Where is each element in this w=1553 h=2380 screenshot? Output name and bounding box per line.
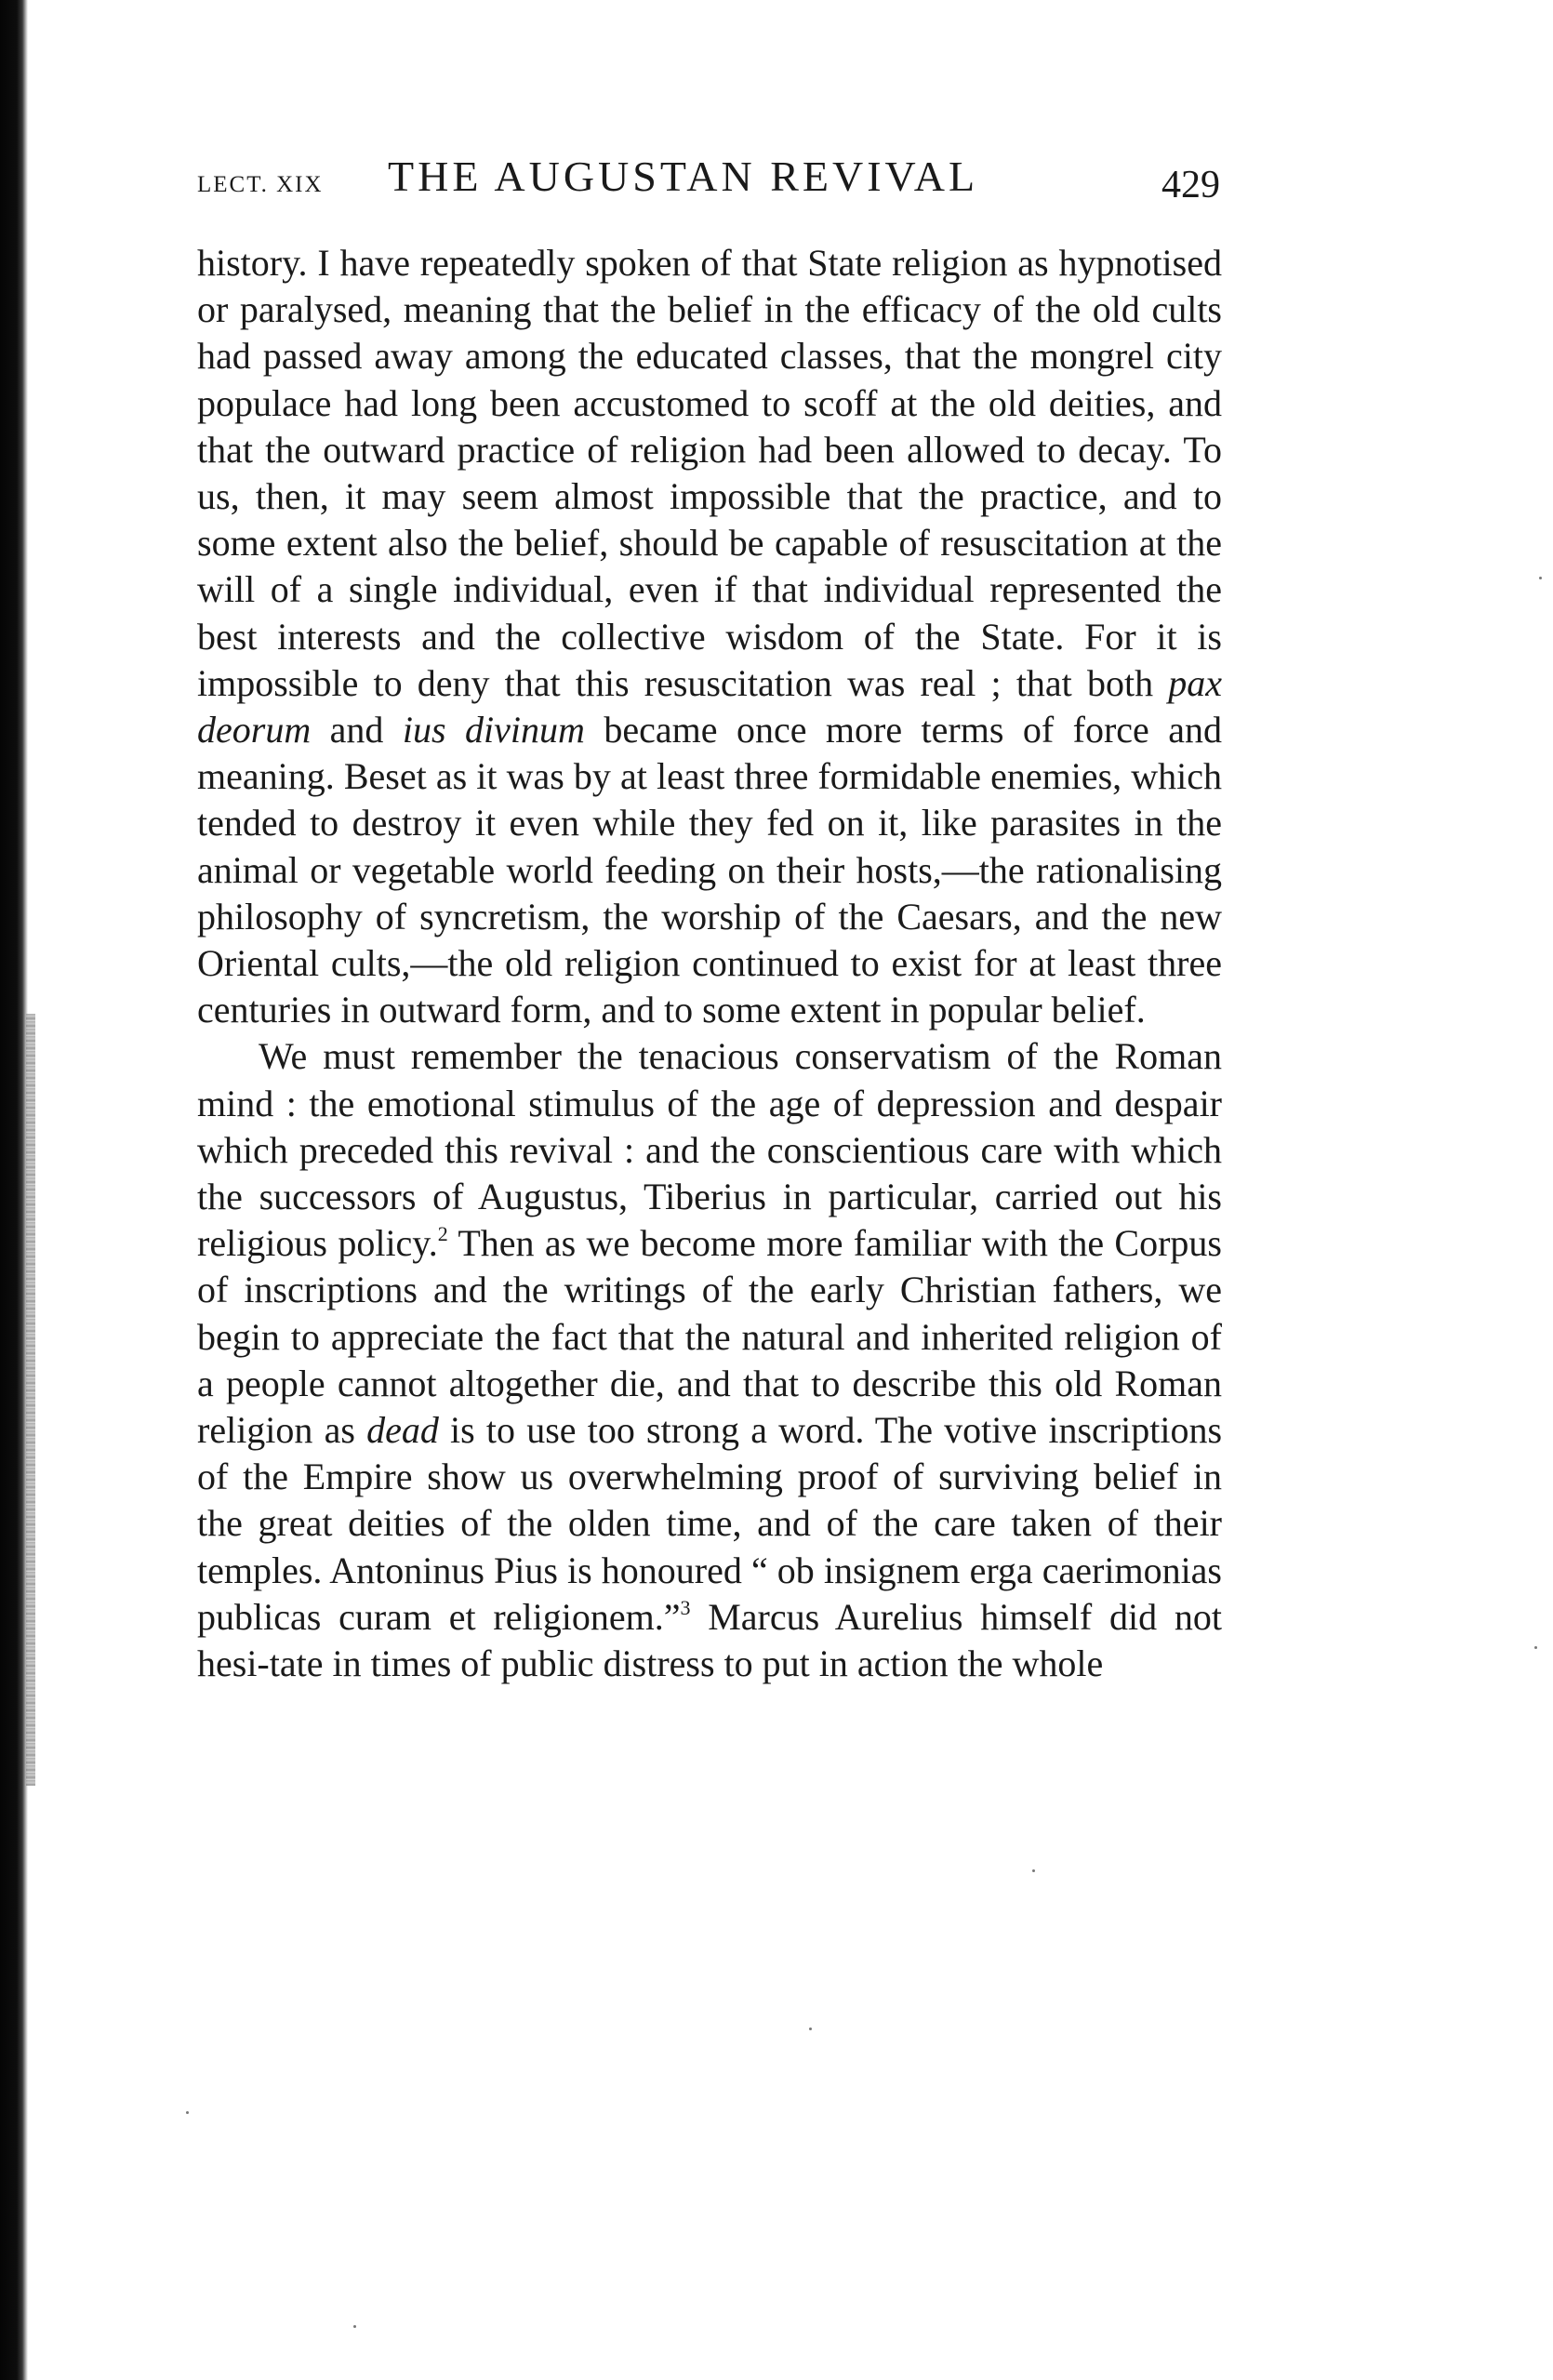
paragraph-1 xyxy=(197,240,1222,1033)
p1-italic-ius-divinum: ius divinum xyxy=(402,709,585,751)
footnote-marker-3: 3 xyxy=(680,1595,691,1619)
running-header xyxy=(197,152,1220,207)
page-number: 429 xyxy=(1161,164,1220,206)
paper-speck xyxy=(186,2111,189,2114)
body-text xyxy=(197,240,1222,1687)
footnote-marker-2: 2 xyxy=(437,1222,448,1246)
paper-speck xyxy=(809,2028,812,2030)
paper-speck xyxy=(1534,1646,1537,1649)
p2-text-c: is to use too strong a word. The votive inscriptions of the Empire show us overwhelming proof of surviving belief in the great deities of the olden time, and of the care taken of their temples. Antoninus Pius is honoured “ ob insignem erga caerimonias publicas curam et religionem.” xyxy=(197,1409,1223,1638)
running-title: THE AUGUSTAN REVIVAL xyxy=(388,153,979,200)
p1-italic-pax-deorum: pax deorum xyxy=(197,661,1222,751)
p1-text-a: history. I have repeatedly spoken of that State religion as hypnotised or paralysed, meaning that the belief in the efficacy of the old cults had passed away among the educated classes, that the mongrel city populace had long been accustomed to scoff at the old deities, and that the outward practice of religion had been allowed to decay. To us, then, it may seem almost impossible that the practice, and to some extent also the belief, should be capable of resuscitation at the will of a single individual, even if that individual represented the best interests and the collective wisdom of the State. For it is impossible to deny that this resuscitation was real ; that both xyxy=(197,242,1222,704)
paper-speck xyxy=(353,2325,356,2328)
p1-text-b: and xyxy=(311,709,403,751)
p2-italic-dead: dead xyxy=(366,1409,439,1452)
p2-text-b: Then as we become more familiar with the Corpus of inscriptions and the writings of the early Christian fathers, we begin to appreciate the fact that the natural and inherited religion of a people cannot altogether die, and that to describe this old Roman religion as xyxy=(197,1222,1222,1452)
binding-shadow xyxy=(26,1014,35,1786)
p2-text-d: Marcus Aurelius himself did not hesi-tate in times of public distress to put in action the whole xyxy=(197,1595,1222,1685)
binding-edge xyxy=(0,0,28,2380)
paper-speck xyxy=(1032,1869,1035,1872)
lecture-label: LECT. XIX xyxy=(197,172,324,197)
p2-text-a: We must remember the tenacious conservatism of the Roman mind : the emotional stimulus of the age of depression and despair which preceded this revival : and the conscientious care with which the successors of Augustus, Tiberius in particular, carried out his religious policy. xyxy=(197,1035,1222,1265)
paragraph-2 xyxy=(197,1033,1222,1687)
paper-speck xyxy=(1539,577,1542,579)
p1-text-c: became once more terms of force and meaning. Beset as it was by at least three formidable enemies, which tended to destroy it even while they fed on it, like parasites in the animal or vegetable world feeding on their hosts,—the rationalising philosophy of syncretism, the worship of the Caesars, and the new Oriental cults,—the old religion continued to exist for at least three centuries in outward form, and to some extent in popular belief. xyxy=(197,709,1223,1031)
